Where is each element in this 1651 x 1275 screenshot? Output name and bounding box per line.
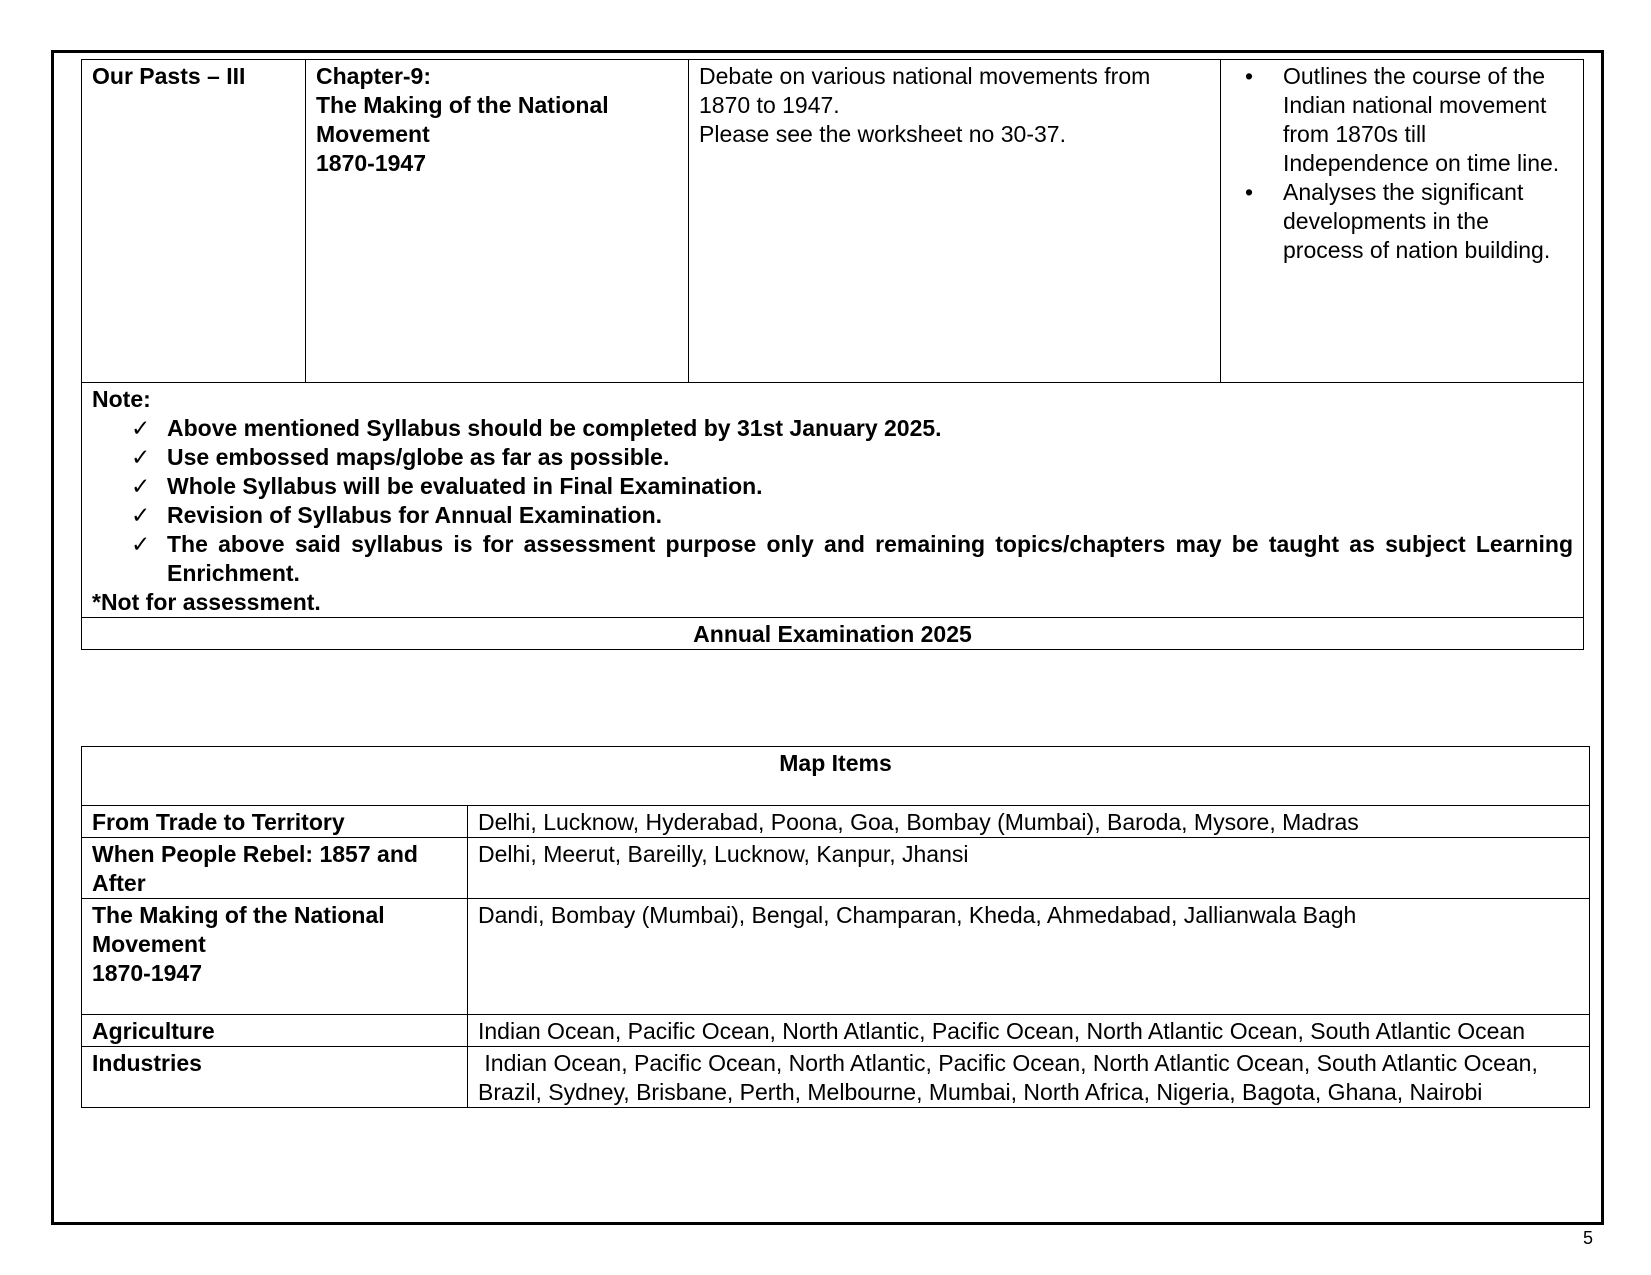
- activity-line: Please see the worksheet no 30-37.: [699, 121, 1066, 147]
- note-item: ✓ The above said syllabus is for assessment purpose only and remaining topics/chapters may be taught as subject Learning Enrichment.: [167, 530, 1573, 588]
- outcomes-list: [1231, 62, 1573, 265]
- annual-exam-heading: Annual Examination 2025: [82, 618, 1584, 650]
- map-locations: Indian Ocean, Pacific Ocean, North Atlantic, Pacific Ocean, North Atlantic Ocean, South Atlantic Ocean: [468, 1015, 1590, 1047]
- chapter-line: Chapter-9:: [316, 63, 432, 89]
- map-topic-line: Industries: [92, 1050, 202, 1076]
- syllabus-table: [81, 59, 1584, 650]
- map-topic-label: [82, 838, 468, 899]
- map-topic-label: [82, 1015, 468, 1047]
- book-cell: Our Pasts – III: [82, 60, 306, 383]
- map-locations: Indian Ocean, Pacific Ocean, North Atlantic, Pacific Ocean, North Atlantic Ocean, South Atlantic Ocean, Brazil, Sydney, Brisbane, Perth, Melbourne, Mumbai, North Africa, Nigeria, Bagota, Ghana, Nairobi: [468, 1047, 1590, 1108]
- note-list: [92, 414, 1573, 588]
- map-topic-line: When People Rebel: 1857 and After: [92, 841, 418, 896]
- map-topic-line: Agriculture: [92, 1018, 215, 1044]
- note-item: ✓ Use embossed maps/globe as far as possible.: [167, 443, 1573, 472]
- learning-outcomes-cell: [1221, 60, 1584, 383]
- map-items-table: [81, 746, 1590, 1108]
- map-topic-label: [82, 1047, 468, 1108]
- table-row: [82, 838, 1590, 899]
- table-row: [82, 806, 1590, 838]
- chapter-line: The Making of the National: [316, 92, 609, 118]
- outcome-item: • Analyses the significant developments in the process of nation building.: [1283, 178, 1573, 265]
- annual-exam-row: [82, 618, 1584, 650]
- map-locations: Delhi, Meerut, Bareilly, Lucknow, Kanpur, Jhansi: [468, 838, 1590, 899]
- note-item: ✓ Above mentioned Syllabus should be completed by 31st January 2025.: [167, 414, 1573, 443]
- note-item: ✓ Revision of Syllabus for Annual Examination.: [167, 501, 1573, 530]
- page-number: 5: [1583, 1228, 1594, 1248]
- map-topic-line: From Trade to Territory: [92, 809, 345, 835]
- activity-line: Debate on various national movements from: [699, 63, 1151, 89]
- outcome-item: • Outlines the course of the Indian national movement from 1870s till Independence on time line.: [1283, 62, 1573, 178]
- table-row: [82, 1047, 1590, 1108]
- chapter-line: Movement: [316, 121, 430, 147]
- activity-cell: [689, 60, 1221, 383]
- table-row: [82, 899, 1590, 1015]
- syllabus-row: [82, 60, 1584, 383]
- note-heading: Note:: [92, 386, 151, 412]
- map-items-header-row: [82, 747, 1590, 806]
- not-for-assessment-footnote: *Not for assessment.: [92, 589, 321, 615]
- chapter-cell: [306, 60, 689, 383]
- note-cell: [82, 383, 1584, 618]
- map-locations: Delhi, Lucknow, Hyderabad, Poona, Goa, Bombay (Mumbai), Baroda, Mysore, Madras: [468, 806, 1590, 838]
- note-row: [82, 383, 1584, 618]
- map-locations: Dandi, Bombay (Mumbai), Bengal, Champaran, Kheda, Ahmedabad, Jallianwala Bagh: [468, 899, 1590, 1015]
- map-topic-label: [82, 899, 468, 1015]
- note-item: ✓ Whole Syllabus will be evaluated in Final Examination.: [167, 472, 1573, 501]
- map-topic-label: [82, 806, 468, 838]
- map-topic-line: 1870-1947: [92, 960, 202, 986]
- chapter-line: 1870-1947: [316, 150, 426, 176]
- activity-line: 1870 to 1947.: [699, 92, 840, 118]
- table-row: [82, 1015, 1590, 1047]
- map-items-title: Map Items: [82, 747, 1590, 806]
- map-topic-line: The Making of the National Movement: [92, 902, 385, 957]
